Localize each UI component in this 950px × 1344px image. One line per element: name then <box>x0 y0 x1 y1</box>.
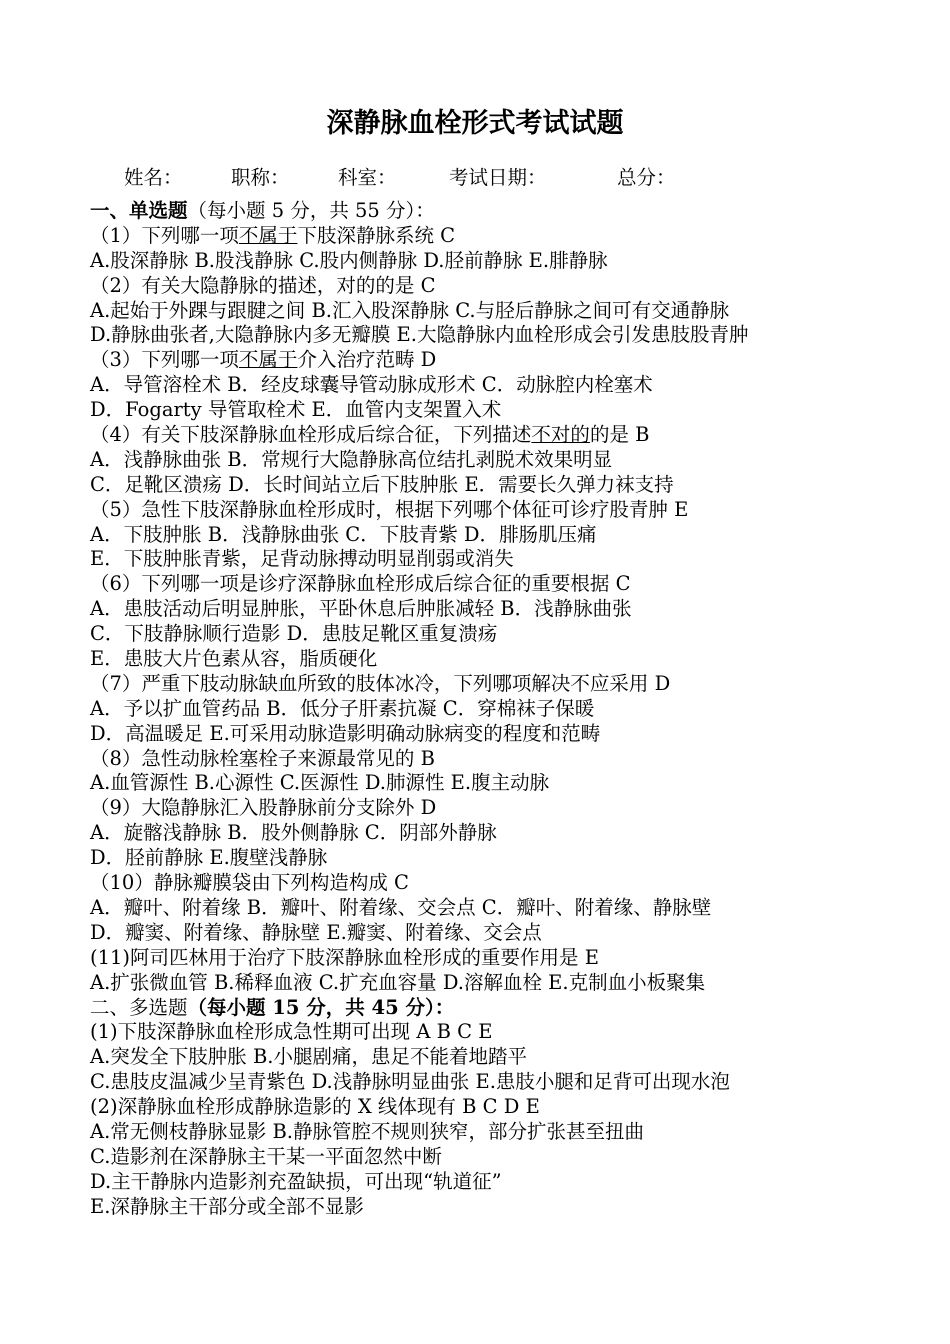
text-segment: A．予以扩血管药品 B．低分子肝素抗凝 C．穿棉袜子保暖 <box>90 696 595 720</box>
text-line <box>90 523 930 548</box>
text-segment: A．下肢肿胀 B．浅静脉曲张 C．下肢青紫 D．腓肠肌压痛 <box>90 522 597 546</box>
text-segment: 二、多选题 <box>90 995 188 1019</box>
text-segment: (2)深静脉血栓形成静脉造影的 X 线体现有 B C D E <box>90 1095 540 1119</box>
text-segment: 不对的 <box>531 423 590 447</box>
text-segment: A.突发全下肢肿胀 B.小腿剧痛，患足不能着地踏平 <box>90 1045 528 1069</box>
text-segment: D．高温暖足 E.可采用动脉造影明确动脉病变的程度和范畴 <box>90 721 601 745</box>
text-line <box>90 896 930 921</box>
text-segment: (11)阿司匹林用于治疗下肢深静脉血栓形成的重要作用是 E <box>90 945 599 969</box>
text-line <box>90 1020 930 1045</box>
text-segment: A.常无侧枝静脉显影 B.静脉管腔不规则狭窄，部分扩张甚至扭曲 <box>90 1119 645 1143</box>
document-title: 深静脉血栓形式考试试题 <box>326 108 624 139</box>
text-line <box>90 771 930 796</box>
text-segment: C.造影剂在深静脉主干某一平面忽然中断 <box>90 1144 442 1168</box>
text-line <box>90 348 930 373</box>
text-segment: C．足靴区溃疡 D．长时间站立后下肢肿胀 E．需要长久弹力袜支持 <box>90 472 674 496</box>
text-segment: （4）有关下肢深静脉血栓形成后综合征，下列描述 <box>90 423 532 447</box>
text-line <box>90 199 930 224</box>
text-line <box>90 722 930 747</box>
text-line <box>90 423 930 448</box>
text-line <box>90 547 930 572</box>
text-line <box>90 572 930 597</box>
text-segment: （8）急性动脉栓塞栓子来源最常见的 B <box>90 746 435 770</box>
text-line <box>90 323 930 348</box>
text-line <box>90 1170 930 1195</box>
text-segment: 不属于 <box>238 223 298 247</box>
text-segment: D.静脉曲张者,大隐静脉内多无瓣膜 E.大隐静脉内血栓形成会引发患肢股青肿 <box>90 323 749 347</box>
text-line <box>90 1145 930 1170</box>
text-segment: C.患肢皮温减少呈青紫色 D.浅静脉明显曲张 E.患肢小腿和足背可出现水泡 <box>90 1070 730 1094</box>
text-segment: （每小题 5 分，共 55 分）： <box>187 199 435 222</box>
text-segment: （10）静脉瓣膜袋由下列构造构成 C <box>90 871 409 895</box>
text-line <box>90 473 930 498</box>
info-name-label: 姓名： <box>124 166 183 189</box>
text-line <box>90 871 930 896</box>
text-segment: D．瓣窦、附着缘、静脉壁 E.瓣窦、附着缘、交会点 <box>90 920 542 944</box>
text-segment: A．瓣叶、附着缘 B．瓣叶、附着缘、交会点 C．瓣叶、附着缘、静脉壁 <box>90 895 712 919</box>
text-segment: (1)下肢深静脉血栓形成急性期可出现 A B C E <box>90 1020 493 1044</box>
text-line <box>90 672 930 697</box>
text-line <box>90 647 930 672</box>
text-segment: E.深静脉主干部分或全部不显影 <box>90 1194 364 1218</box>
text-line <box>90 996 930 1021</box>
text-line <box>90 747 930 772</box>
text-line <box>90 1045 930 1070</box>
text-segment: A．浅静脉曲张 B．常规行大隐静脉高位结扎剥脱术效果明显 <box>90 447 613 471</box>
text-segment: （3）下列哪一项 <box>90 348 239 372</box>
text-segment: A.起始于外踝与跟腱之间 B.汇入股深静脉 C.与胫后静脉之间可有交通静脉 <box>90 298 730 322</box>
text-segment: （7）严重下肢动脉缺血所致的肢体冰冷，下列哪项解决不应采用 D <box>90 671 671 695</box>
info-date-label: 考试日期： <box>449 166 547 189</box>
text-segment: D．胫前静脉 E.腹壁浅静脉 <box>90 846 328 870</box>
text-segment: E．下肢肿胀青紫，足背动脉搏动明显削弱或消失 <box>90 547 514 571</box>
text-segment: （1）下列哪一项 <box>90 223 239 247</box>
text-line <box>90 299 930 324</box>
text-line <box>90 921 930 946</box>
text-segment: 的是 B <box>589 423 650 447</box>
text-segment: A.股深静脉 B.股浅静脉 C.股内侧静脉 D.胫前静脉 E.腓静脉 <box>90 248 608 272</box>
text-line <box>90 622 930 647</box>
info-dept-label: 科室： <box>338 166 397 189</box>
text-segment: （2）有关大隐静脉的描述，对的的是 C <box>90 273 436 297</box>
text-line <box>90 597 930 622</box>
text-segment: E．患肢大片色素从容，脂质硬化 <box>90 647 378 671</box>
text-segment: A．导管溶栓术 B．经皮球囊导管动脉成形术 C．动脉腔内栓塞术 <box>90 373 653 397</box>
text-line <box>90 846 930 871</box>
text-segment: A．患肢活动后明显肿胀，平卧休息后肿胀减轻 B．浅静脉曲张 <box>90 597 632 621</box>
text-segment: 介入治疗范畴 D <box>297 348 437 372</box>
text-segment: 不属于 <box>238 348 298 372</box>
text-line <box>90 1195 930 1220</box>
text-line <box>90 398 930 423</box>
text-line <box>90 224 930 249</box>
text-segment: （6）下列哪一项是诊疗深静脉血栓形成后综合征的重要根据 C <box>90 572 631 596</box>
question-body <box>90 199 930 1220</box>
text-segment: （5）急性下肢深静脉血栓形成时，根据下列哪个体征可诊疗股青肿 E <box>90 497 689 521</box>
text-line <box>90 1095 930 1120</box>
text-segment: 下肢深静脉系统 C <box>297 223 456 247</box>
text-line <box>90 946 930 971</box>
text-segment: 一、单选题 <box>90 199 188 222</box>
text-segment: A．旋髂浅静脉 B．股外侧静脉 C．阴部外静脉 <box>90 821 497 845</box>
text-segment: D.主干静脉内造影剂充盈缺损，可出现“轨道征” <box>90 1169 502 1193</box>
text-segment: C．下肢静脉顺行造影 D．患肢足靴区重复溃疡 <box>90 622 498 646</box>
text-line <box>90 971 930 996</box>
info-score-label: 总分： <box>617 166 676 189</box>
text-line <box>90 697 930 722</box>
text-segment: （每小题 15 分，共 45 分）： <box>187 995 455 1019</box>
text-line <box>90 448 930 473</box>
text-line <box>90 498 930 523</box>
text-segment: D．Fogarty 导管取栓术 E．血管内支架置入术 <box>90 398 502 422</box>
text-segment: A.扩张微血管 B.稀释血液 C.扩充血容量 D.溶解血栓 E.克制血小板聚集 <box>90 970 706 994</box>
text-segment: A.血管源性 B.心源性 C.医源性 D.肺源性 E.腹主动脉 <box>90 771 550 795</box>
text-line <box>90 274 930 299</box>
text-line <box>90 1120 930 1145</box>
info-title-label: 职称： <box>231 166 290 189</box>
text-segment: （9）大隐静脉汇入股静脉前分支除外 D <box>90 796 437 820</box>
text-line <box>90 373 930 398</box>
text-line <box>90 249 930 274</box>
text-line <box>90 796 930 821</box>
text-line <box>90 821 930 846</box>
text-line <box>90 1070 930 1095</box>
